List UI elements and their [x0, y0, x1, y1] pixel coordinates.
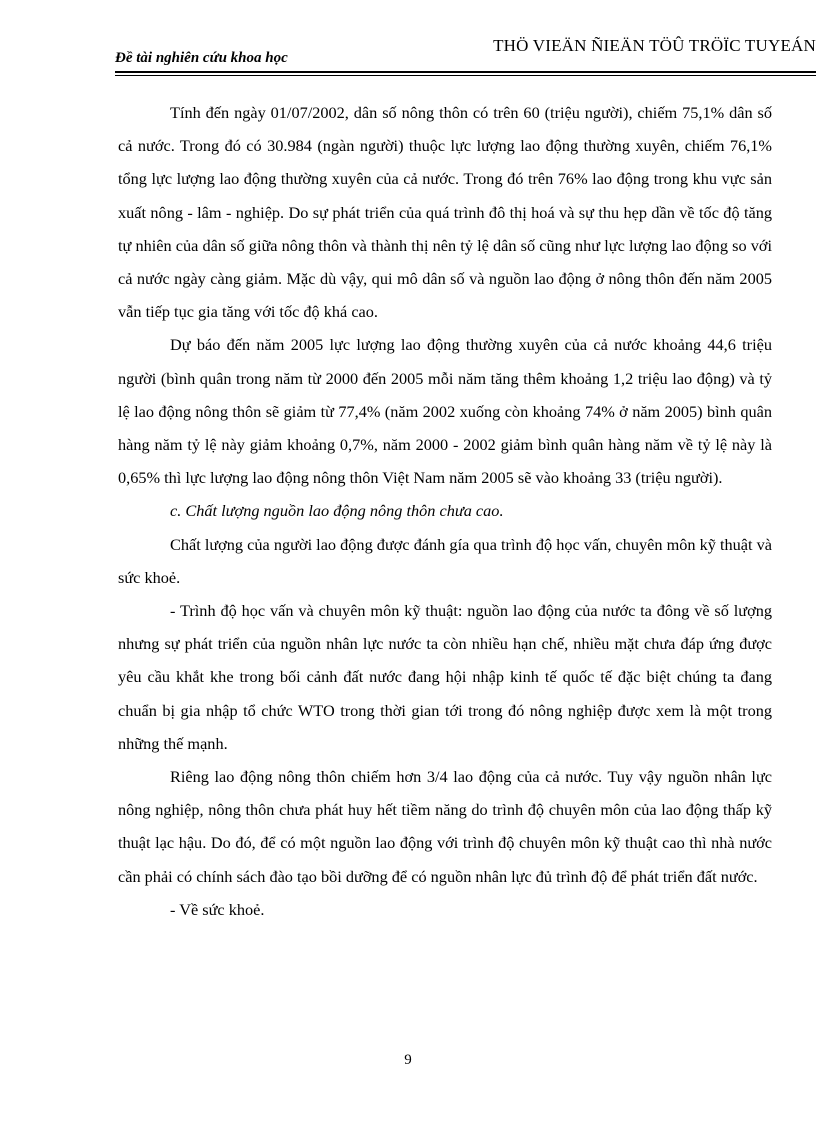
header-rule-thin	[115, 75, 816, 76]
page-body	[118, 96, 772, 926]
paragraph-rural-population: Tính đến ngày 01/07/2002, dân số nông thôn có trên 60 (triệu người), chiếm 75,1% dân số cả nước. Trong đó có 30.984 (ngàn người) thuộc lực lượng lao động thường xuyên, chiếm 76,1% tổng lực lượng lao động thường xuyên của cả nước. Trong đó trên 76% lao động trong khu vực sản xuất nông - lâm - nghiệp. Do sự phát triển của quá trình đô thị hoá và sự thu hẹp dần về tốc độ tăng tự nhiên của dân số giữa nông thôn và thành thị nên tỷ lệ dân số cũng như lực lượng lao động so với cả nước ngày càng giảm. Mặc dù vậy, qui mô dân số và nguồn lao động ở nông thôn đến năm 2005 vẫn tiếp tục gia tăng với tốc độ khá cao.	[118, 103, 772, 322]
header-topic: Đề tài nghiên cứu khoa học	[115, 50, 288, 66]
paragraph-labor-forecast: Dự báo đến năm 2005 lực lượng lao động thường xuyên của cả nước khoảng 44,6 triệu người (bình quân trong năm từ 2000 đến 2005 mỗi năm tăng thêm khoảng 1,2 triệu lao động) và tỷ lệ lao động nông thôn sẽ giảm từ 77,4% (năm 2002 xuống còn khoảng 74% ở năm 2005) bình quân hàng năm tỷ lệ này giảm khoảng 0,7%, năm 2000 - 2002 giảm bình quân hàng năm về tỷ lệ này là 0,65% thì lực lượng lao động nông thôn Việt Nam năm 2005 sẽ vào khoảng 33 (triệu người).	[118, 335, 772, 488]
section-heading-labor-quality: c. Chất lượng nguồn lao động nông thôn chưa cao.	[170, 501, 504, 521]
page-number: 9	[404, 1052, 412, 1068]
header-library-name: THÖ VIEÄN ÑIEÄN TÖÛ TRÖÏC TUYEÁN	[493, 36, 816, 55]
paragraph-education-level: - Trình độ học vấn và chuyên môn kỹ thuật: nguồn lao động của nước ta đông về số lượng nhưng sự phát triển của nguồn nhân lực nước ta còn nhiều hạn chế, nhiều mặt chưa đáp ứng được yêu cầu khắt khe trong bối cảnh đất nước đang hội nhập kinh tế quốc tế đặc biệt chúng ta đang chuẩn bị gia nhập tổ chức WTO trong thời gian tới trong đó nông nghiệp được xem là một trong những thế mạnh.	[118, 601, 772, 753]
paragraph-rural-labor-share: Riêng lao động nông thôn chiếm hơn 3/4 lao động của cả nước. Tuy vậy nguồn nhân lực nông nghiệp, nông thôn chưa phát huy hết tiềm năng do trình độ chuyên môn của lao động thấp kỹ thuật lạc hậu. Do đó, để có một nguồn lao động với trình độ chuyên môn kỹ thuật cao thì nhà nước cần phải có chính sách đào tạo bồi dưỡng để có nguồn nhân lực đủ trình độ để phát triển đất nước.	[118, 767, 772, 886]
header-rule	[115, 71, 816, 73]
paragraph-quality-criteria: Chất lượng của người lao động được đánh gía qua trình độ học vấn, chuyên môn kỹ thuật và sức khoẻ.	[118, 534, 772, 587]
paragraph-health: - Về sức khoẻ.	[170, 899, 265, 919]
page-header	[115, 28, 816, 74]
